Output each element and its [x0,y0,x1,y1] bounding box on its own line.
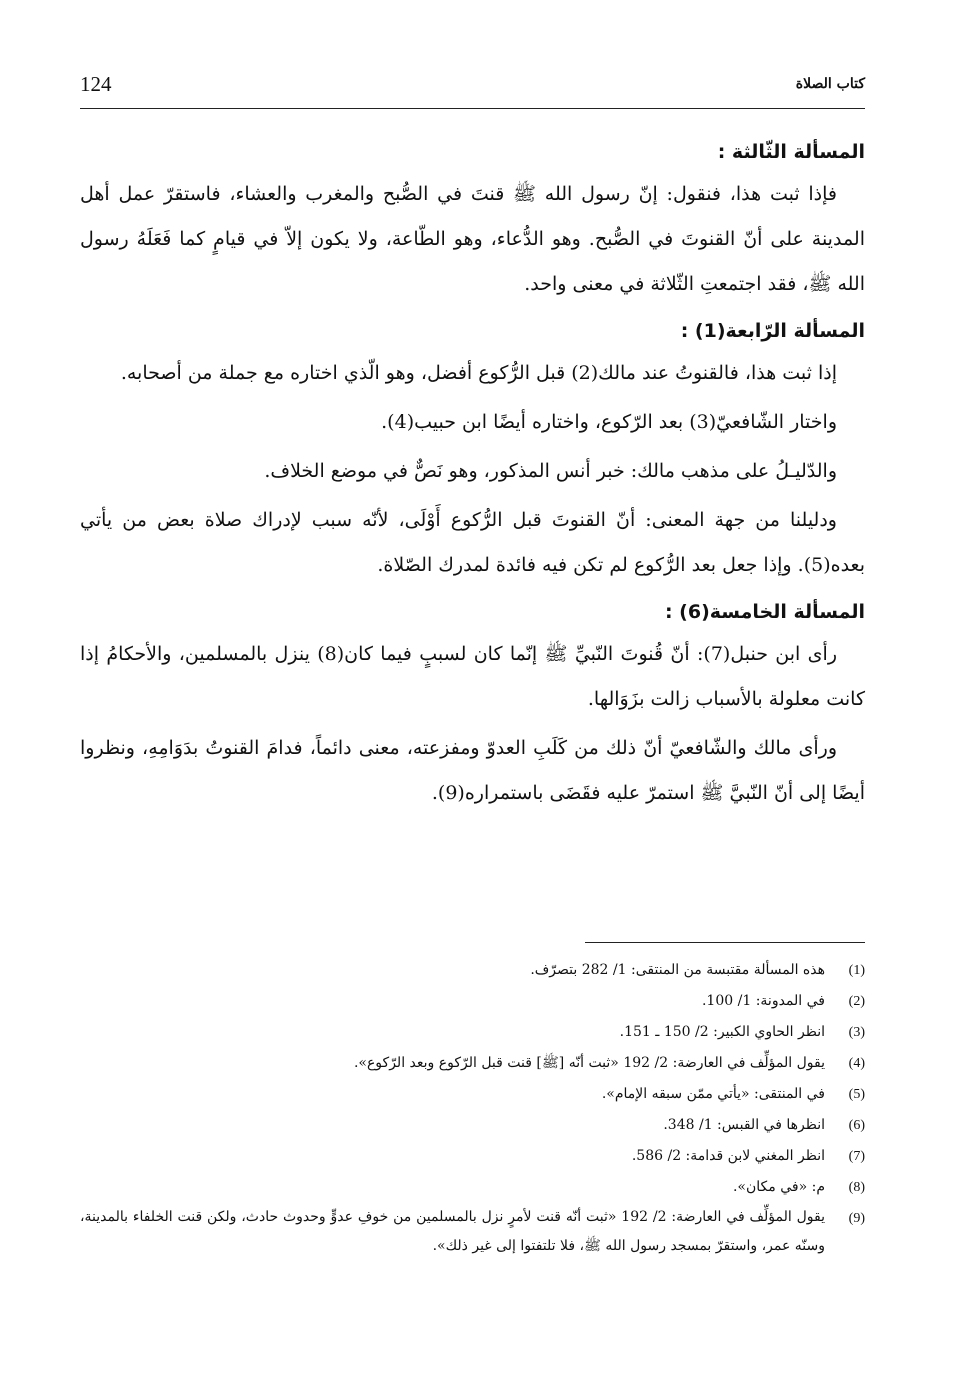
footnote [80,1048,865,1079]
footnote-text: يقول المؤلِّف في العارضة: 2/ 192 «ثبت أنّه قنت لأمرٍ نزل بالمسلمين من خوفِ عدوٍّ وحدوث حادث، ولكن قنت الخلفاء بالمدينة، وسنّه عمر، واستقرّ بمسجد رسول الله ﷺ، فلا تلتفتوا إلى غير ذلك». [80,1209,825,1254]
footnote [80,1203,865,1261]
paragraph: ورأى مالك والشّافعيّ أنّ ذلك من كَلَبِ العدوّ ومفزعته، معنى دائماً، فدامَ القنوتُ بدَوَامِهِ، ونظروا أيضًا إلى أنّ النّبيَّ ﷺ استمرّ عليه فقَضَى باستمراره(9). [80,737,865,804]
running-title: كتاب الصلاة [795,76,865,92]
page-header [80,72,865,106]
paragraph: ودليلنا من جهة المعنى: أنّ القنوتَ قبل الرُّكوع أَوْلَى، لأنّه سبب لإدراك صلاة بعض من يأتي بعده(5). وإذا جعل بعد الرُّكوع لم تكن فيه فائدة لمدرك الصّلاة. [80,509,865,576]
footnote-text: هذه المسألة مقتبسة من المنتقى: 1/ 282 بتصرّف. [530,962,825,978]
footnote [80,1172,865,1203]
footnote-text: يقول المؤلِّف في العارضة: 2/ 192 «ثبت أنّه [ﷺ] قنت قبل الرّكوع وبعد الرّكوع». [353,1055,825,1071]
footnote-number: (5) [848,1087,865,1102]
footnote [80,1079,865,1110]
paragraph: إذا ثبت هذا، فالقنوتُ عند مالك(2) قبل الرُّكوع أفضل، وهو الّذي اختاره مع جملة من أصحابه. [120,362,837,384]
footnote [80,986,865,1017]
paragraph: فإذا ثبت هذا، فنقول: إنّ رسول الله ﷺ قنتَ في الصُّبح والمغرب والعشاء، فاستقرّ عمل أهل المدينة على أنّ القنوتَ في الصُّبح. وهو الدُّعاء، وهو الطّاعة، ولا يكون إلاّ في قيامٍ كما فَعَلَهُ رسول الله ﷺ، فقد اجتمعتِ الثّلاثة في معنى واحد. [80,183,865,295]
footnote-number: (9) [848,1211,865,1226]
header-divider [80,108,865,109]
footnote-number: (8) [848,1180,865,1195]
footnote-text: في المنتقى: «يأتي ممّن سبقه الإمام». [601,1086,825,1102]
footnote-number: (1) [848,963,865,978]
footnote-number: (7) [848,1149,865,1164]
section-heading-3: المسألة الثّالثة : [717,141,865,163]
footnote-text: انظر الحاوي الكبير: 2/ 150 ـ 151. [619,1024,825,1040]
footnote [80,1110,865,1141]
footnote [80,1017,865,1048]
paragraph: رأى ابن حنبل(7): أنّ قُنوتَ النّبيِّ ﷺ إنّما كان لسببٍ فيما كان(8) ينزل بالمسلمين، والأحكامُ إذا كانت معلولة بالأسباب زالت بزَوَالها. [80,643,865,710]
footnote-text: في المدونة: 1/ 100. [701,993,825,1009]
section-heading-5: المسألة الخامسة(6) : [664,601,865,623]
section-heading-4: المسألة الرّابعة(1) : [680,320,865,342]
footnote-number: (3) [848,1025,865,1040]
page-number: 124 [80,72,112,96]
paragraph: والدّليـلُ على مذهب مالك: خبر أنس المذكور، وهو نَصٌّ في موضع الخلاف. [264,460,837,482]
footnote-text: م: «في مكان». [732,1179,825,1195]
footnotes [80,955,865,1261]
footnote-divider [585,942,865,943]
footnote-number: (4) [848,1056,865,1071]
footnote [80,955,865,986]
footnote [80,1141,865,1172]
footnote-text: انظر المغني لابن قدامة: 2/ 586. [631,1148,825,1164]
paragraph: واختار الشّافعيّ(3) بعد الرّكوع، واختاره أيضًا ابن حبيب(4). [381,411,837,433]
footnote-text: انظرها في القبس: 1/ 348. [663,1117,825,1133]
main-text [80,132,865,820]
footnote-number: (6) [848,1118,865,1133]
footnote-number: (2) [848,994,865,1009]
